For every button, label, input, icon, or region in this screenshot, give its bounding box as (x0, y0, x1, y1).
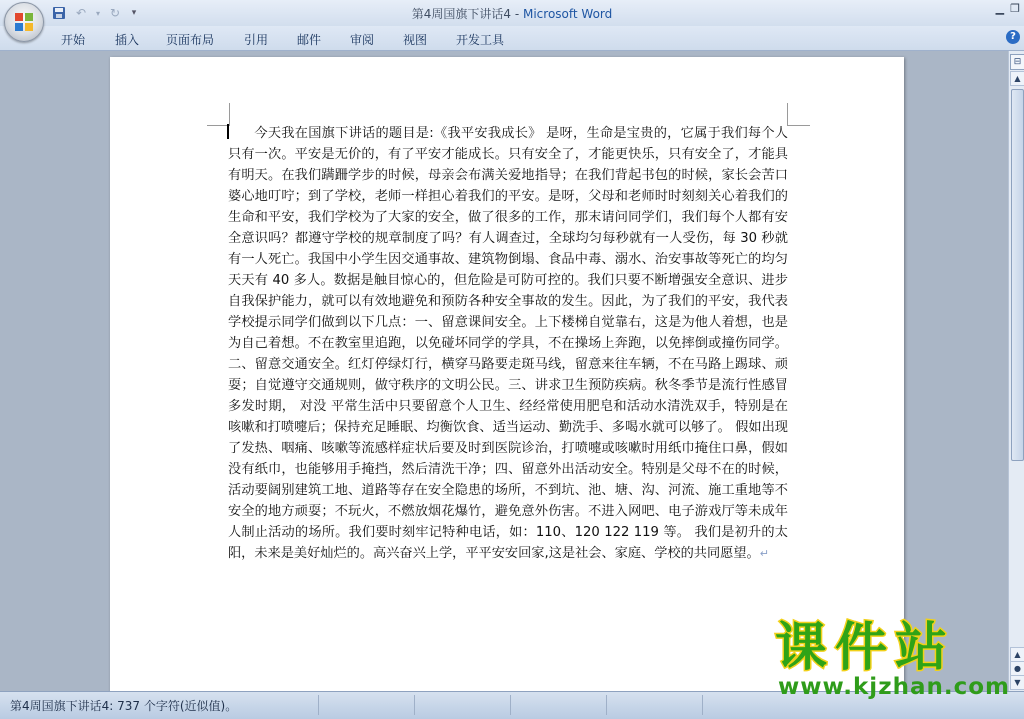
tab-home[interactable]: 开始 (61, 33, 86, 47)
customize-qat-icon[interactable]: ▾ (131, 8, 137, 18)
document-title: 第4周国旗下讲话4 (411, 7, 512, 21)
tab-page-layout[interactable]: 页面布局 (166, 33, 215, 47)
ribbon-tabs (0, 26, 1024, 51)
office-button[interactable] (4, 2, 44, 42)
tab-developer[interactable]: 开发工具 (456, 33, 505, 47)
select-browse-object-icon[interactable]: ● (1010, 661, 1024, 676)
office-button-icon (14, 12, 34, 32)
help-icon[interactable]: ? (1006, 30, 1020, 44)
next-page-icon[interactable]: ▼ (1010, 675, 1024, 690)
status-divider (414, 695, 415, 715)
watermark-url: www.kjzhan.com (778, 674, 1010, 700)
undo-dropdown-icon[interactable]: ▾ (95, 8, 100, 18)
previous-page-icon[interactable]: ▲ (1010, 647, 1024, 662)
margin-corner-top-left (207, 103, 230, 126)
document-text: 今天我在国旗下讲话的题目是:《我平安我成长》 是呀，生命是宝贵的，它属于我们每个人只有一次。平安是无价的，有了平安才能成长。只有安全了，才能更快乐，只有安全了，才能具有明天。在我们蹒跚学步的时候，母亲会布满关爱地指导；在我们背起书包的时候，家长会苦口婆心地叮咛；到了学校，老师一样担心着我们的平安。是呀，父母和老师时时刻刻关心着我们的生命和平安，我们学校为了大家的安全，做了很多的工作，那末请问同学们，我们每个人都有安全意识吗？都遵守学校的规章制度了吗？有人调查过，全球均匀每秒就有一人受伤，每 30 秒就有一人死亡。我国中小学生因交通事故、建筑物倒塌、食品中毒、溺水、治安事故等死亡的均匀天天有 40 多人。数据是触目惊心的，但危险是可防可控的。我们只要不断增强安全意识、进步自我保护能力，就可以有效地避免和预防各种安全事故的发生。因此，为了我们的平安，我代表学校提示同学们做到以下几点：一、留意课间安全。上下楼梯自觉靠右，这是为他人着想，也是为自己着想。不在教室里追跑，以免碰坏同学的学具，不在操场上奔跑，以免摔倒或撞伤同学。二、留意交通安全。红灯停绿灯行，横穿马路要走斑马线，留意来往车辆，不在马路上踢球、顽耍；自觉遵守交通规则，做守秩序的文明公民。三、讲求卫生预防疾病。秋冬季节是流行性感冒多发时期， 对没 平常生活中只要留意个人卫生、经经常使用肥皂和活动水清洗双手，特别是在咳嗽和打喷嚏后；保持充足睡眠、均衡饮食、适当运动、勤洗手、多喝水就可以够了。 假如出现了发热、咽痛、咳嗽等流感样症状后要及时到医院诊治，打喷嚏或咳嗽时用纸巾掩住口鼻，假如没有纸巾，也能够用手掩挡，然后清洗干净；四、留意外出活动安全。特别是父母不在的时候，活动要阔别建筑工地、道路等存在安全隐患的场所，不到坑、池、塘、沟、河流、施工重地等不安全的地方顽耍；不玩火，不燃放烟花爆竹，避免意外伤害。不进入网吧、电子游戏厅等未成年人制止活动的场所。我们要时刻牢记特种电话，如：110、120 122 119 等。 我们是初升的太阳，未来是美好灿烂的。高兴奋兴上学，平平安安回家,这是社会、家庭、学校的共同愿望。 (228, 126, 788, 561)
status-divider (318, 695, 319, 715)
tab-view[interactable]: 视图 (403, 33, 428, 47)
redo-icon[interactable]: ↻ (109, 6, 121, 20)
status-divider (702, 695, 703, 715)
document-body[interactable] (228, 123, 788, 564)
document-area (0, 51, 1008, 691)
scroll-up-arrow-icon[interactable]: ▲ (1010, 71, 1024, 86)
watermark-logo: 课件站 (775, 618, 956, 678)
title-separator: - (511, 7, 523, 21)
minimize-icon[interactable]: ▁ (995, 2, 1005, 15)
tab-insert[interactable]: 插入 (115, 33, 140, 47)
view-ruler-icon[interactable]: ⊟ (1010, 54, 1024, 70)
tab-review[interactable]: 审阅 (350, 33, 375, 47)
window-controls (996, 2, 1020, 15)
paragraph-mark: ↵ (759, 547, 769, 560)
vertical-scrollbar[interactable] (1008, 51, 1024, 691)
title-bar (0, 0, 1024, 26)
scrollbar-thumb[interactable] (1011, 89, 1024, 461)
app-name: Microsoft Word (522, 7, 613, 21)
status-divider (606, 695, 607, 715)
window-title (0, 5, 1024, 22)
tab-mailings[interactable]: 邮件 (297, 33, 322, 47)
restore-icon[interactable]: ❐ (1010, 2, 1020, 15)
undo-icon[interactable]: ↶ (75, 6, 87, 20)
margin-corner-top-right (787, 103, 810, 126)
word-count-status[interactable]: 第4周国旗下讲话4: 737 个字符(近似值)。 (10, 699, 238, 713)
tab-references[interactable]: 引用 (244, 33, 269, 47)
status-divider (510, 695, 511, 715)
